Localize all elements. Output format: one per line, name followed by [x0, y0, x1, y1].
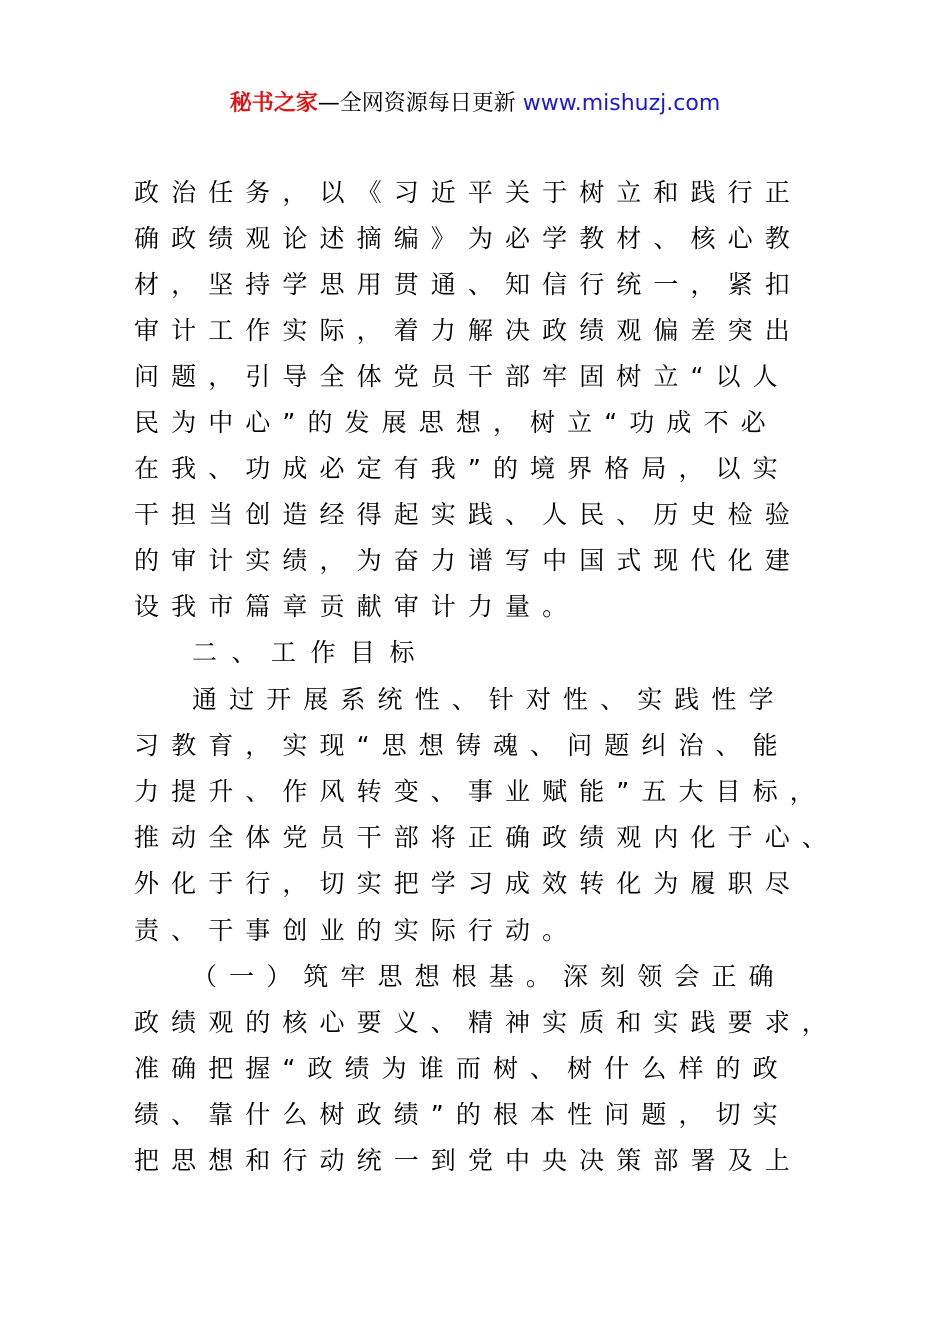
text-line: 准确把握“政绩为谁而树、树什么样的政 — [134, 1054, 790, 1083]
header-tagline: —全网资源每日更新 — [317, 91, 516, 116]
site-url-link[interactable]: www.mishuzj.com — [522, 91, 721, 116]
text-line: 政治任务，以《习近平关于树立和践行正 — [134, 178, 802, 207]
text-line: 力提升、作风转变、事业赋能”五大目标， — [134, 777, 827, 806]
text-line: 问题，引导全体党员干部牢固树立“以人 — [134, 362, 790, 391]
text-line: 确政绩观论述摘编》为必学教材、核心教 — [134, 224, 802, 253]
paragraph-first-line: （一）筑牢思想根基。深刻领会正确 — [192, 962, 786, 991]
text-line: 政绩观的核心要义、精神实质和实践要求， — [134, 1008, 839, 1037]
section-heading: 二、工作目标 — [192, 638, 430, 667]
paragraph-first-line: 通过开展系统性、针对性、实践性学 — [192, 685, 786, 714]
text-line: 习教育，实现“思想铸魂、问题纠治、能 — [134, 731, 790, 760]
brand-name: 秘书之家 — [229, 91, 318, 116]
text-line: 材，坚持学思用贯通、知信行统一，紧扣 — [134, 270, 802, 299]
text-line: 把思想和行动统一到党中央决策部署及上 — [134, 1146, 802, 1175]
text-line: 外化于行，切实把学习成效转化为履职尽 — [134, 869, 802, 898]
page-header — [0, 86, 950, 122]
text-line: 民为中心”的发展思想，树立“功成不必 — [134, 408, 778, 437]
text-line: 绩、靠什么树政绩”的根本性问题，切实 — [134, 1100, 790, 1129]
text-line: 在我、功成必定有我”的境界格局，以实 — [134, 454, 790, 483]
text-line: 的审计实绩，为奋力谱写中国式现代化建 — [134, 546, 802, 575]
text-line: 责、干事创业的实际行动。 — [134, 916, 580, 945]
text-line: 干担当创造经得起实践、人民、历史检验 — [134, 500, 802, 529]
text-line: 审计工作实际，着力解决政绩观偏差突出 — [134, 316, 802, 345]
text-line: 设我市篇章贡献审计力量。 — [134, 592, 580, 621]
text-line: 推动全体党员干部将正确政绩观内化于心、 — [134, 823, 839, 852]
